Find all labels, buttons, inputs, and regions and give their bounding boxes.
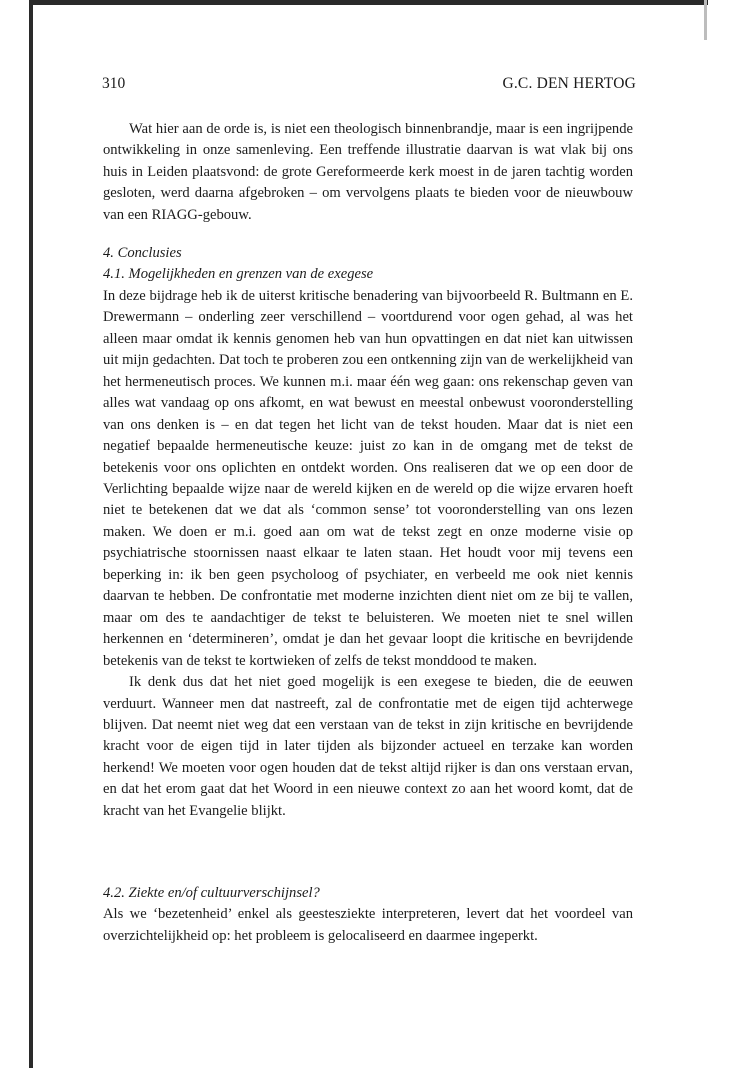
subsection-heading: 4.1. Mogelijkheden en grenzen van de exegese — [103, 266, 374, 283]
page-number: 310 — [102, 75, 126, 92]
intro-block — [103, 119, 633, 226]
intro-paragraph: Wat hier aan de orde is, is niet een theologisch binnenbrandje, maar is een ingrijpende ontwikkeling in onze samenleving. Een treffende illustratie daarvan is wat vlak bij ons huis in Leiden plaatsvond: de grote Gereformeerde kerk moest in de jaren tachtig worden gesloten, werd daarna afgebroken – om vervolgens plaats te bieden voor de nieuwbouw van een RIAGG-gebouw. — [103, 121, 633, 223]
body-paragraph: In deze bijdrage heb ik de uiterst kritische benadering van bijvoorbeeld R. Bultmann en E. Drewermann – onderling zeer verschillend – voortdurend voor ogen gehad, al was het alleen maar omdat ik kennis genomen heb van hun opvattingen en dat niet kan uitwissen uit mijn gedachten. Dat toch te proberen zou een ontkenning zijn van de werkelijkheid van het hermeneutisch proces. We kunnen m.i. maar één weg gaan: ons rekenschap geven van alles wat vandaag op ons afkomt, en wat bewust en meestal onbewust vooronderstelling van ons denken is – en dat tegen het licht van de tekst houden. Maar dat is niet een negatief bepaalde hermeneutische keuze: juist zo kan in de omgang met de tekst de betekenis voor ons oplichten en ontdekt worden. Ons realiseren dat we op een door de Verlichting bepaalde wijze naar de wereld kijken en de wereld op die wijze ervaren hoeft niet te betekenen dat we dat als ‘common sense’ tot vooronderstelling van ons lezen maken. We doen er m.i. goed aan om wat de tekst zegt en onze moderne visie op psychiatrische stoornissen naast elkaar te laten staan. Het houdt voor mij tevens een beperking in: ik ben geen psycholoog of psychiater, en verbeeld me ook niet kennis daarvan te hebben. De confrontatie met moderne inzichten dient niet om ze bij te vallen, maar om des te aandachtiger de tekst te beluisteren. We moeten niet te snel willen herkennen en ‘determineren’, omdat je dan het gevaar loopt die kritische en bevrijdende betekenis van de tekst te kortwieken of zelfs de tekst monddood te maken. — [103, 287, 633, 669]
page-edge-right — [704, 0, 707, 40]
page-border-left — [29, 0, 33, 1068]
subsection-heading: 4.2. Ziekte en/of cultuurverschijnsel? — [103, 885, 320, 901]
body-paragraph: Ik denk dus dat het niet goed mogelijk is een exegese te bieden, die de eeuwen verduurt. Wanneer men dat nastreeft, zal de confrontatie met de eigen tijd achterwege blijven. Dat neemt niet weg dat een verstaan van de tekst in zijn kritische en bevrijdende kracht voor de eigen tijd in later tijden als bijzonder actueel en terzake kan worden herkend! We moeten voor ogen houden dat de tekst altijd rijker is dan ons verstaan ervan, en dat het erom gaat dat het Woord in een nieuwe context zo aan het woord komt, dat de kracht van het Evangelie blijkt. — [103, 674, 633, 819]
running-head: G.C. DEN HERTOG — [502, 75, 636, 92]
section-heading: 4. Conclusies — [103, 245, 182, 261]
conclusions-block — [103, 243, 633, 822]
illness-block — [103, 883, 633, 947]
body-paragraph: Als we ‘bezetenheid’ enkel als geestesziekte interpreteren, levert dat het voordeel van overzichtelijkheid op: het probleem is gelocaliseerd en daarmee ingeperkt. — [103, 906, 633, 944]
page-border-top — [30, 0, 708, 5]
